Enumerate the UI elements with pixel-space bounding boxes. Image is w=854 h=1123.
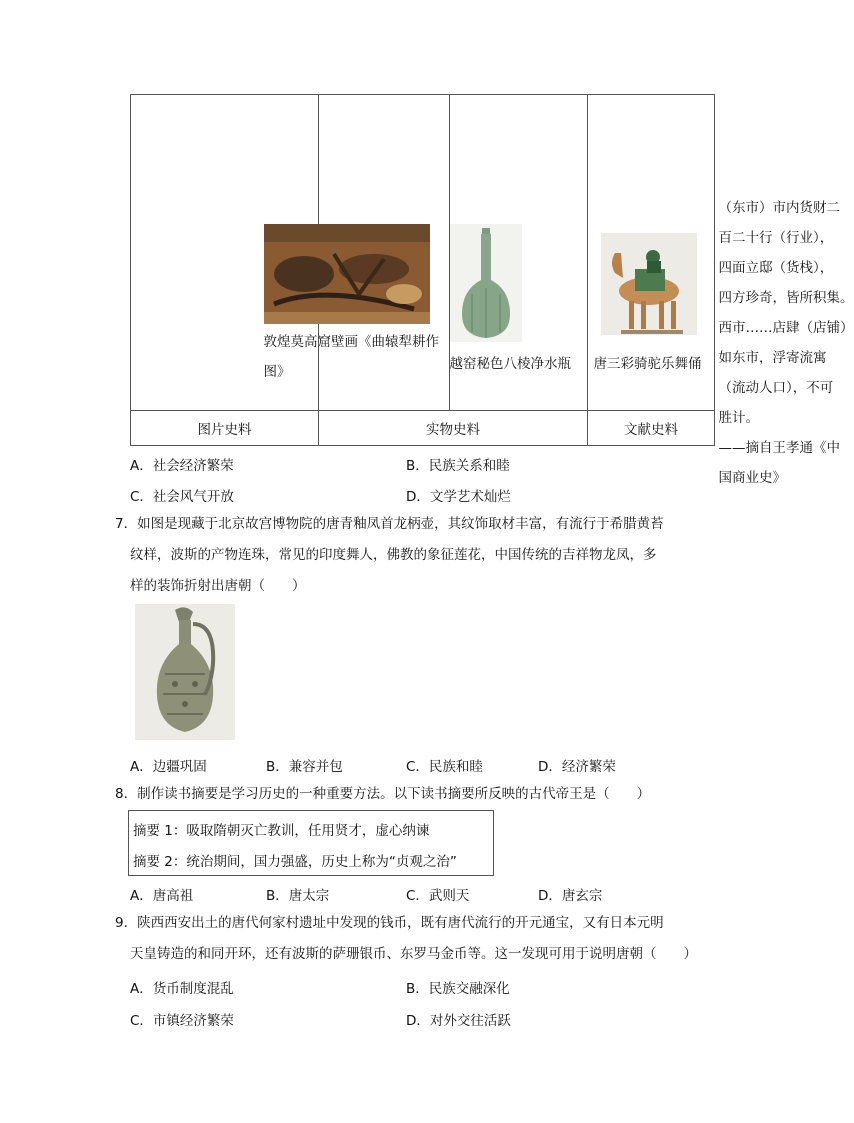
q9-option-c[interactable]: C．市镇经济繁荣 (130, 1013, 234, 1029)
text-source-line: ——摘自王孝通《中 (718, 439, 840, 456)
mural-caption: 敦煌莫高窟壁画《曲辕犁耕作图》 (263, 333, 439, 380)
text-source-line: （东市）市内货财二 (718, 199, 840, 216)
bottle-caption: 越窑秘色八棱净水瓶 (449, 355, 571, 372)
footer-picture-source: 图片史料 (131, 411, 319, 446)
summary-2: 摘要 2：统治期间，国力强盛，历史上称为“贞观之治” (133, 854, 457, 870)
q8-stem-line: 8．制作读书摘要是学习历史的一种重要方法。以下读书摘要所反映的古代帝王是（ ） (115, 786, 651, 802)
mural-cell (131, 95, 439, 411)
q9-stem-line: 9．陕西西安出土的唐代何家村遗址中发现的钱币，既有唐代流行的开元通宝，又有日本元明 (115, 915, 664, 931)
q9-stem-line: 天皇铸造的和同开环，还有波斯的萨珊银币、东罗马金币等。这一发现可用于说明唐朝（ ） (130, 946, 697, 962)
q7-option-d[interactable]: D．经济繁荣 (538, 759, 616, 775)
text-source-line: 胜计。 (718, 409, 759, 426)
text-source-line: 四面立邸（货栈）， (718, 259, 834, 276)
camel-caption: 唐三彩骑驼乐舞俑 (593, 355, 702, 372)
mural-image (264, 224, 430, 324)
q6-option-a[interactable]: A．社会经济繁荣 (130, 458, 234, 474)
summary-1: 摘要 1：吸取隋朝灭亡教训，任用贤才，虚心纳谏 (133, 823, 430, 839)
text-source-line: 百二十行（行业）， (718, 229, 834, 246)
q9-option-b[interactable]: B．民族交融深化 (406, 981, 510, 997)
ewer-image (135, 604, 235, 740)
q6-option-d[interactable]: D．文学艺术灿烂 (406, 489, 511, 505)
text-source-block (718, 193, 854, 493)
q9-option-a[interactable]: A．货币制度混乱 (130, 981, 234, 997)
q7-stem-line: 7．如图是现藏于北京故宫博物院的唐青釉凤首龙柄壶，其纹饰取材丰富，有流行于希腊黄苔 (115, 516, 664, 532)
q7-option-c[interactable]: C．民族和睦 (406, 759, 483, 775)
text-source-line: 四方珍奇，皆所积集。 (718, 289, 854, 306)
text-source-line: （流动人口），不可 (718, 379, 834, 396)
text-source-line: 如东市，浮寄流寓 (718, 349, 827, 366)
q7-stem-line: 样的装饰折射出唐朝（ ） (130, 578, 306, 594)
camel-figure-image (601, 233, 697, 335)
q8-option-c[interactable]: C．武则天 (406, 888, 470, 904)
q8-option-a[interactable]: A．唐高祖 (130, 888, 194, 904)
q7-option-a[interactable]: A．边疆巩固 (130, 759, 207, 775)
q8-option-d[interactable]: D．唐玄宗 (538, 888, 603, 904)
q8-option-b[interactable]: B．唐太宗 (266, 888, 330, 904)
text-source-line: 国商业史》 (718, 469, 786, 486)
footer-object-source: 实物史料 (319, 411, 588, 446)
q7-option-b[interactable]: B．兼容并包 (266, 759, 343, 775)
summary-box (128, 810, 494, 876)
footer-document-source: 文献史料 (588, 411, 715, 446)
text-source-line: 西市……店肆（店铺） (718, 319, 854, 336)
celadon-bottle-image (450, 224, 522, 342)
q7-stem-line: 纹样，波斯的产物连珠，常见的印度舞人，佛教的象征莲花，中国传统的吉祥物龙凤，多 (130, 547, 657, 563)
q6-option-c[interactable]: C．社会风气开放 (130, 489, 234, 505)
q9-option-d[interactable]: D．对外交往活跃 (406, 1013, 511, 1029)
q6-option-b[interactable]: B．民族关系和睦 (406, 458, 510, 474)
